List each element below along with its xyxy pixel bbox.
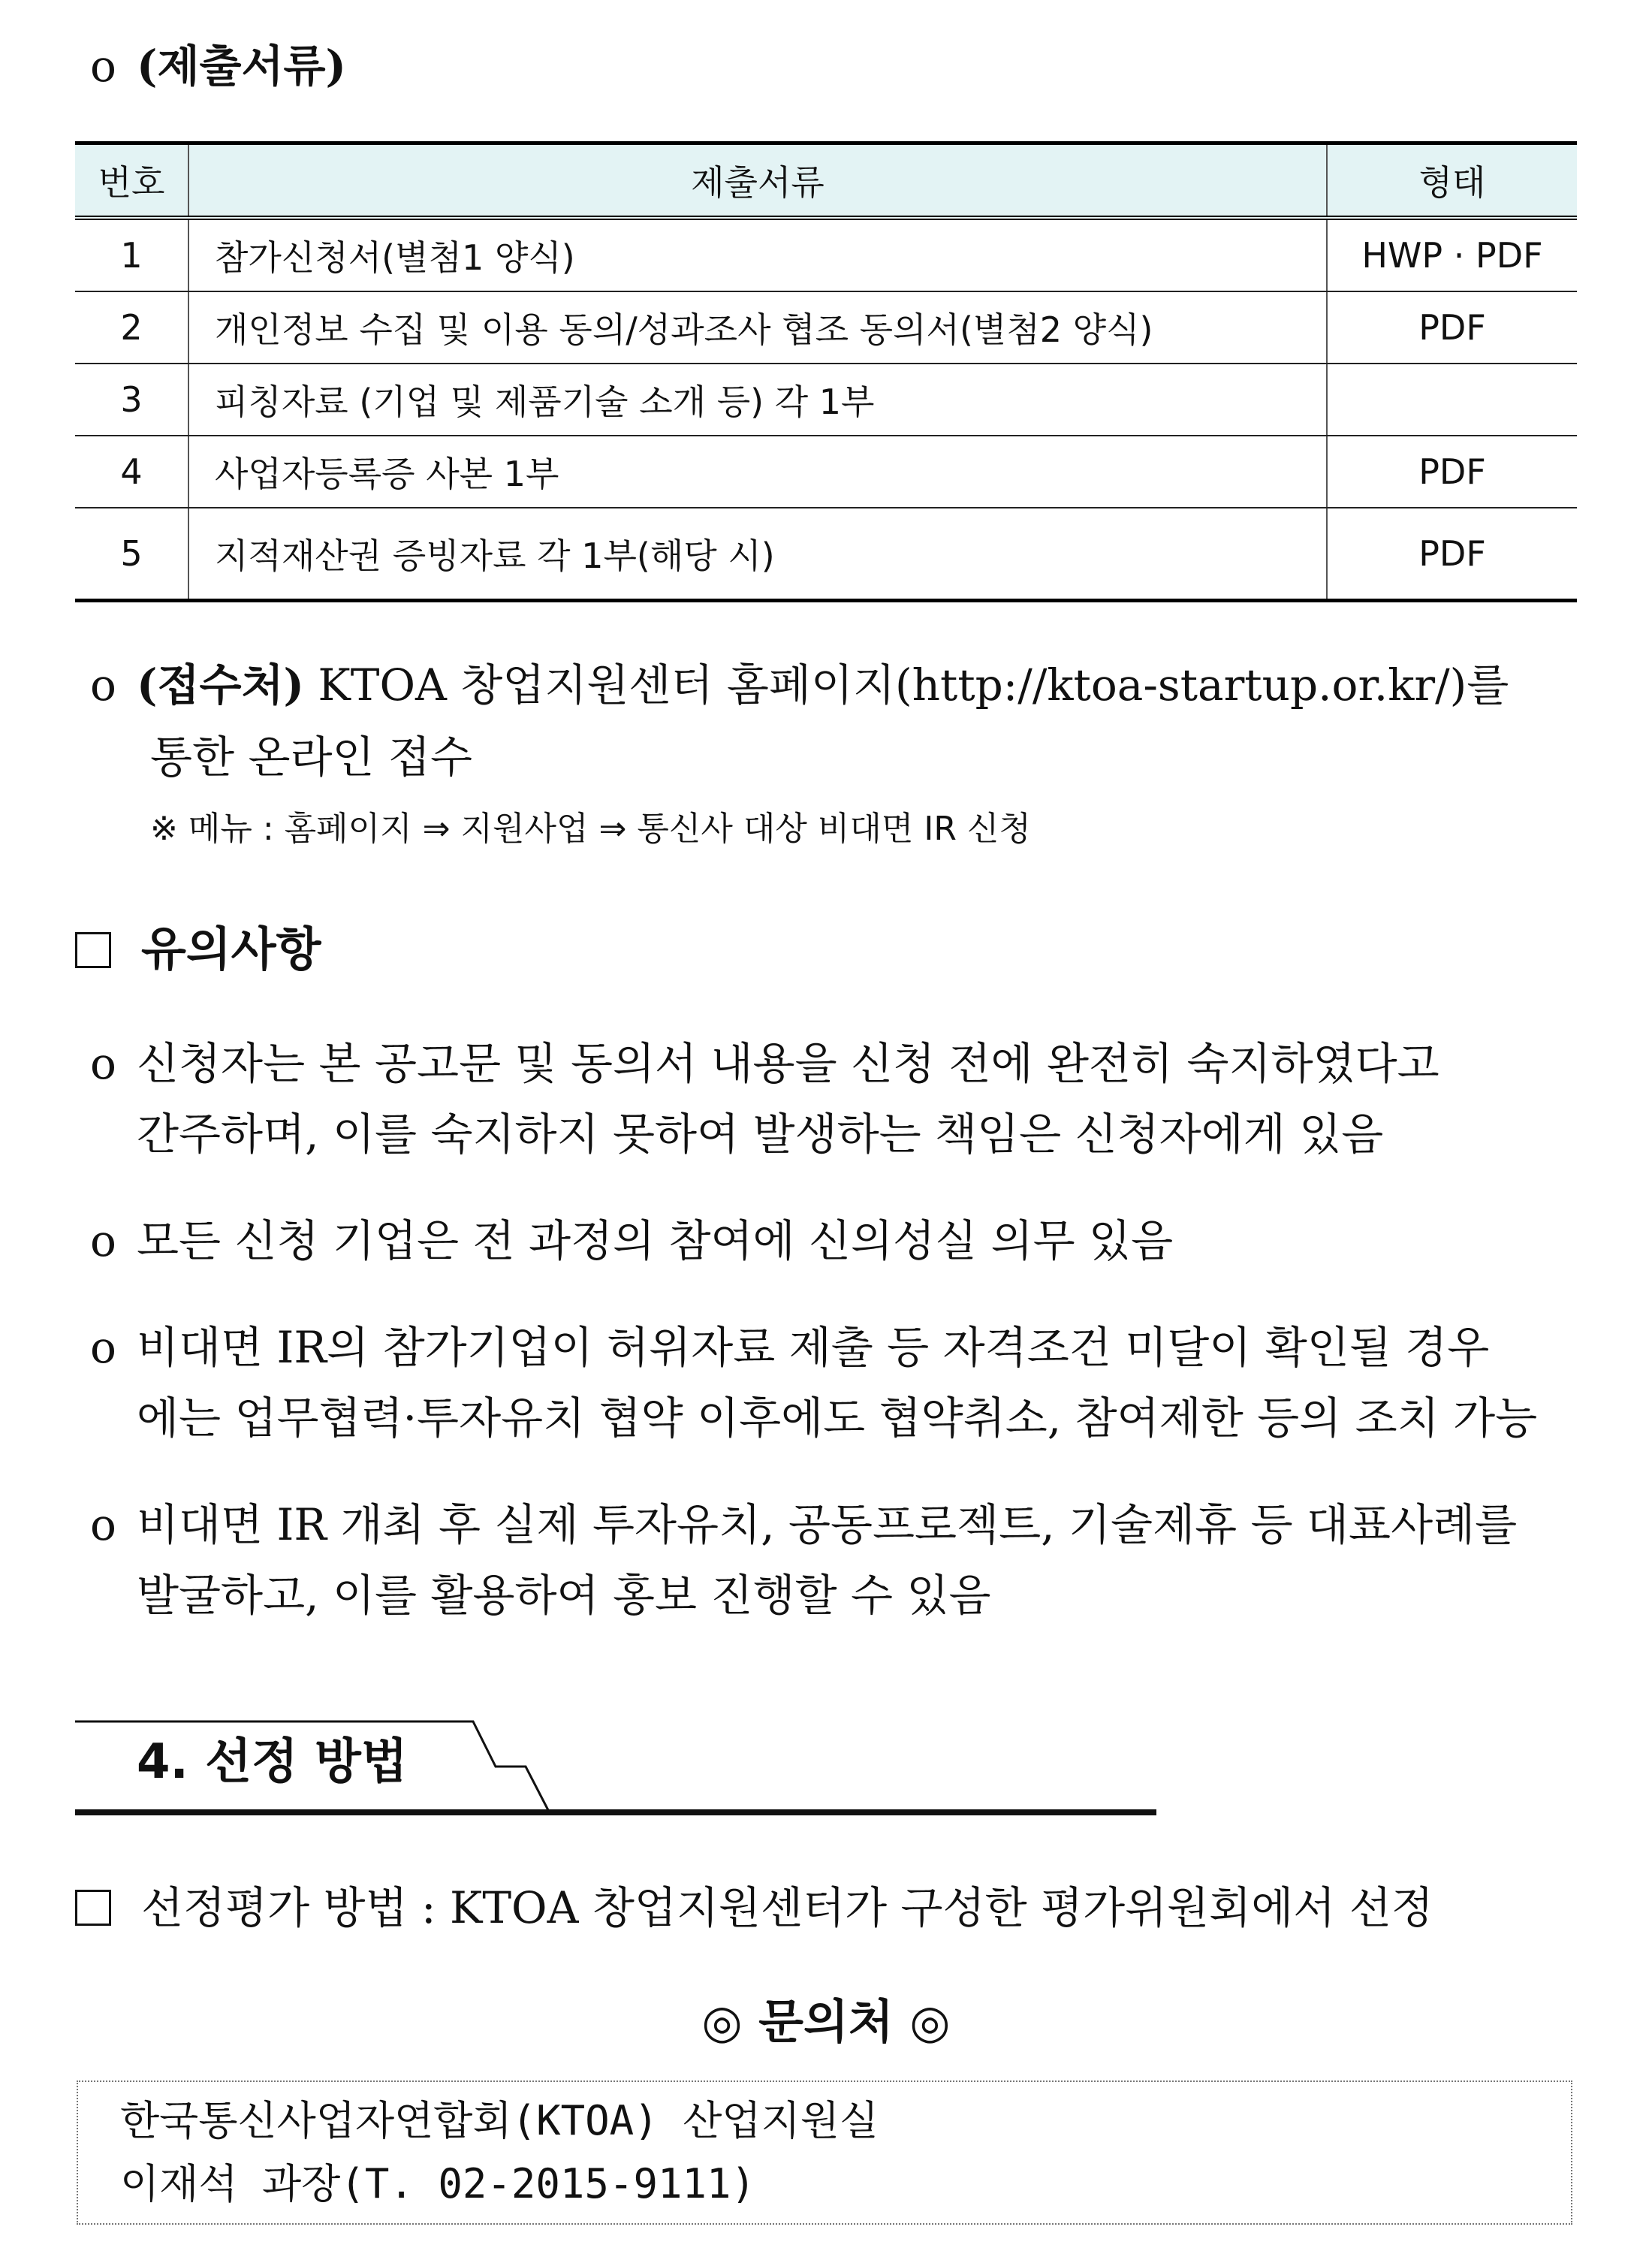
- header-document: 제출서류: [188, 143, 1327, 219]
- bullet: o: [90, 1038, 116, 1089]
- note-text: 모든 신청 기업은 전 과정의 참여에 신의성실 의무 있음: [137, 1215, 1174, 1266]
- table-row: [75, 364, 1577, 436]
- contact-line-1: 한국통신사업자연합회(KTOA) 산업지원실: [120, 2097, 879, 2144]
- note-item: [90, 1317, 1489, 1377]
- row-number: 4: [75, 436, 188, 508]
- checkbox-icon: [75, 932, 111, 968]
- note-text: 신청자는 본 공고문 및 동의서 내용을 신청 전에 완전히 숙지하였다고: [137, 1038, 1439, 1089]
- contact-line-2: 이재석 과장(T. 02-2015-9111): [120, 2160, 756, 2207]
- notes-heading: [75, 919, 321, 979]
- note-text: 비대면 IR 개최 후 실제 투자유치, 공동프로젝트, 기술제휴 등 대표사례를: [137, 1499, 1518, 1550]
- row-number: 2: [75, 291, 188, 364]
- reception-line-2: 통한 온라인 접수: [150, 732, 473, 783]
- row-number: 3: [75, 364, 188, 436]
- note-text-continued: 간주하며, 이를 숙지하지 못하여 발생하는 책임은 신청자에게 있음: [137, 1109, 1384, 1160]
- row-number: 1: [75, 218, 188, 291]
- note-item: [90, 1211, 1173, 1271]
- header-format: 형태: [1327, 143, 1577, 219]
- bullet: o: [90, 1215, 116, 1266]
- checkbox-icon: [75, 1890, 111, 1926]
- reception-text: KTOA 창업지원센터 홈페이지(http://ktoa-startup.or.kr/)를: [318, 659, 1509, 711]
- table-row: [75, 291, 1577, 364]
- note-text: 비대면 IR의 참가기업이 허위자료 제출 등 자격조건 미달이 확인될 경우: [137, 1322, 1490, 1373]
- contact-title: ◎ 문의처 ◎: [701, 1994, 951, 2049]
- documents-heading: [90, 36, 346, 96]
- note-item: [90, 1033, 1439, 1094]
- reception-note: ※ 메뉴 : 홈페이지 ⇒ 지원사업 ⇒ 통신사 대상 비대면 IR 신청: [150, 810, 1031, 848]
- reception-line-1: [90, 655, 1509, 715]
- section-title: 4. 선정 방법: [137, 1734, 408, 1790]
- row-document: 지적재산권 증빙자료 각 1부(해당 시): [188, 508, 1327, 601]
- bullet: o: [90, 659, 116, 711]
- contact-box: [77, 2080, 1572, 2225]
- row-document: 개인정보 수집 및 이용 동의/성과조사 협조 동의서(별첨2 양식): [188, 291, 1327, 364]
- row-format: PDF: [1327, 436, 1577, 508]
- row-document: 사업자등록증 사본 1부: [188, 436, 1327, 508]
- table-row: [75, 508, 1577, 601]
- bullet: o: [90, 1322, 116, 1373]
- bullet: o: [90, 41, 116, 92]
- header-number: 번호: [75, 143, 188, 219]
- row-number: 5: [75, 508, 188, 601]
- row-format: PDF: [1327, 291, 1577, 364]
- row-format: PDF: [1327, 508, 1577, 601]
- reception-label: (접수처): [137, 659, 304, 711]
- table-row: [75, 218, 1577, 291]
- row-format: HWP · PDF: [1327, 218, 1577, 291]
- note-item: [90, 1495, 1517, 1555]
- selection-text: 선정평가 방법 : KTOA 창업지원센터가 구성한 평가위원회에서 선정: [141, 1882, 1433, 1933]
- selection-item: [75, 1878, 1433, 1938]
- documents-heading-text: (제출서류): [137, 41, 346, 92]
- note-text-continued: 에는 업무협력·투자유치 협약 이후에도 협약취소, 참여제한 등의 조치 가능: [137, 1393, 1538, 1444]
- table-row: [75, 436, 1577, 508]
- row-document: 참가신청서(별첨1 양식): [188, 218, 1327, 291]
- bullet: o: [90, 1499, 116, 1550]
- row-format: [1327, 364, 1577, 436]
- notes-title: 유의사항: [141, 922, 321, 976]
- table-header-row: [75, 143, 1577, 219]
- row-document: 피칭자료 (기업 및 제품기술 소개 등) 각 1부: [188, 364, 1327, 436]
- note-text-continued: 발굴하고, 이를 활용하여 홍보 진행할 수 있음: [137, 1570, 991, 1621]
- documents-table: [75, 141, 1577, 602]
